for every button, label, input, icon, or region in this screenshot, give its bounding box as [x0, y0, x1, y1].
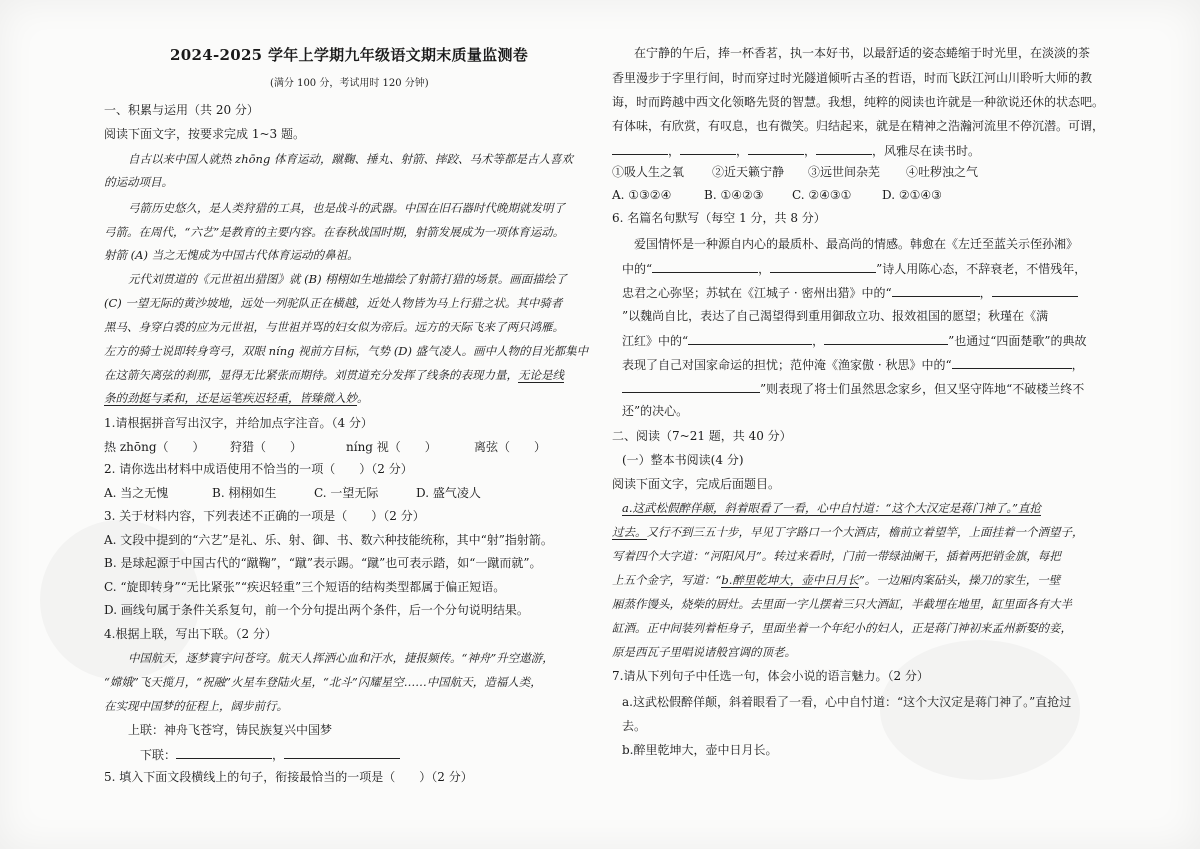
passage-text: ”诗人用陈心态，不辞衰老，不惜残年，	[876, 262, 1087, 276]
question-3: 3. 关于材料内容，下列表述不正确的一项是（ ）（2 分）	[104, 509, 425, 523]
question-2: 2. 请你选出材料中成语使用不恰当的一项（ ）（2 分）	[104, 462, 413, 476]
q1-item: 狩猎（ ）	[230, 440, 303, 454]
passage-line: 弓箭历史悠久，是人类狩猎的工具，也是战斗的武器。中国在旧石器时代晚期就发明了	[128, 201, 565, 215]
passage-text: 中的“	[622, 262, 653, 276]
question-5: 5. 填入下面文段横线上的句子，衔接最恰当的一项是（ ）（2 分）	[104, 770, 473, 784]
lower-couplet-label: 下联：	[140, 748, 177, 762]
passage-line: 黑马、身穿白裘的应为元世祖，与世祖并骂的妇女似为帝后。远方的天际飞来了两只鸿雁。	[104, 320, 564, 334]
passage-blanks-row: ， ， ， ，风雅尽在读书时。	[612, 143, 980, 158]
q3-option-c: C. “旋即转身”“无比紧张”“疾迟轻重”三个短语的结构类型都属于偏正短语。	[104, 580, 506, 594]
underlined-sentence: 条的劲挺与柔和，还是运笔疾迟轻重，皆臻微入妙	[104, 391, 357, 405]
passage-text: 表现了自己对国家命运的担忧；范仲淹《渔家傲 · 秋思》中的“	[622, 358, 952, 372]
passage-line: 弓箭。在周代，“六艺”是教育的主要内容。在春秋战国时期，射箭发展成为一项体育运动。	[104, 225, 565, 239]
excerpt-text: 又行不到三五十步，早见丁字路口一个大酒店，檐前立着望竿，上面挂着一个酒望子，	[646, 525, 1084, 539]
passage-line: 香里漫步于字里行间，时而穿过时光隧道倾听古圣的哲语，时而飞跃江河山川聆听大师的教	[612, 71, 1093, 85]
answer-blank[interactable]	[176, 747, 272, 759]
answer-blank[interactable]	[824, 333, 948, 345]
answer-blank[interactable]	[952, 357, 1072, 369]
question-6: 6. 名篇名句默写（每空 1 分，共 8 分）	[612, 211, 826, 225]
question-4: 4.根据上联，写出下联。（2 分）	[104, 627, 277, 641]
passage-line: (C) 一望无际的黄沙坡地，远处一列驼队正在横越，近处人物皆为马上行猎之状。其中骑者	[104, 296, 563, 310]
q5-item: ①吸人生之氧	[612, 165, 685, 179]
passage-text: ”以魏尚自比，表达了自己渴望得到重用御敌立功、报效祖国的愿望；秋瑾在《满	[622, 309, 1049, 323]
lower-couplet-row: 下联： ，	[140, 747, 400, 762]
answer-blank[interactable]	[622, 381, 760, 393]
q1-item: níng 视（ ）	[346, 440, 437, 454]
q5-option-b: B. ①④②③	[704, 188, 764, 202]
passage-line: 自古以来中国人就热 zhōng 体育运动，蹴鞠、捶丸、射箭、摔跤、马术等都是古人喜欢	[128, 152, 573, 166]
passage-line: 射箭 (A) 当之无愧成为中国古代体育运动的鼻祖。	[104, 248, 359, 262]
passage-line: 中国航天，逐梦寰宇问苍穹。航天人挥洒心血和汗水，捷报频传。“神舟”升空遨游，	[128, 651, 554, 665]
passage-line: 在实现中国梦的征程上，阔步前行。	[104, 699, 288, 713]
answer-blank[interactable]	[816, 143, 872, 155]
underlined-sentence-a: 过去。	[612, 525, 647, 539]
passage-line: 江红》中的“ ， ”也通过“四面楚歌”的典故	[622, 334, 1087, 348]
q7-sentence-a: a.这武松假醉佯颠，斜着眼看了一看，心中自忖道：“这个大汉定是蒋门神了。”直抢过	[622, 695, 1072, 709]
passage-line: 还”的决心。	[622, 404, 689, 418]
q3-option-a: A. 文段中提到的“六艺”是礼、乐、射、御、书、数六种技能统称，其中“射”指射箭。	[104, 533, 553, 547]
q2-option-b: B. 栩栩如生	[212, 486, 277, 500]
passage-text: ，风雅尽在读书时。	[872, 144, 981, 158]
passage-text: 在这箭矢离弦的刹那，显得无比紧张而期待。刘贯道充分发挥了线条的表现力量，	[104, 368, 518, 382]
excerpt-line	[612, 525, 1084, 539]
passage-text: ”也通过“四面楚歌”的典故	[948, 334, 1087, 348]
exam-title: 2024-2025 学年上学期九年级语文期末质量监测卷	[170, 46, 529, 64]
answer-blank[interactable]	[688, 333, 812, 345]
q1-item: 离弦（ ）	[474, 440, 547, 454]
excerpt-line: 厢蒸作馒头，烧柴的厨灶。去里面一字儿摆着三只大酒缸，半截埋在地里，缸里面各有大半	[612, 597, 1072, 611]
passage-line: 元代刘贯道的《元世祖出猎图》就 (B) 栩栩如生地描绘了射箭打猎的场景。画面描绘了	[128, 272, 567, 286]
q7-sentence-a: 去。	[622, 719, 647, 733]
excerpt-line: 缸酒。正中间装列着柜身子，里面坐着一个年纪小的妇人，正是蒋门神初来孟州新娶的妾，	[612, 621, 1072, 635]
q2-option-a: A. 当之无愧	[104, 486, 169, 500]
passage-line: 有体味，有欣赏，有叹息，也有微笑。归结起来，就是在精神之浩瀚河流里不停沉潜。可谓，	[612, 119, 1105, 133]
passage-line	[622, 381, 1084, 396]
answer-blank[interactable]	[284, 747, 400, 759]
underlined-sentence-a: a.这武松假醉佯颠，斜着眼看了一看，心中自忖道：“这个大汉定是蒋门神了。”直抢	[622, 501, 1042, 515]
passage-text: 江红》中的“	[622, 334, 689, 348]
q2-option-d: D. 盛气凌人	[416, 486, 481, 500]
underlined-sentence-b: b.醉里乾坤大，壶中日月长	[721, 573, 859, 587]
answer-blank[interactable]	[652, 261, 758, 273]
passage-line: 在宁静的午后，捧一杯香茗，执一本好书，以最舒适的姿态蜷缩于时光里，在淡淡的茶	[634, 46, 1091, 60]
answer-blank[interactable]	[680, 143, 736, 155]
instruction-1: 阅读下面文字，按要求完成 1~3 题。	[104, 127, 305, 141]
passage-text: 忠君之心弥坚；苏轼在《江城子 · 密州出猎》中的“	[622, 286, 892, 300]
answer-blank[interactable]	[892, 285, 980, 297]
section-2-heading: 二、阅读（7~21 题，共 40 分）	[612, 429, 792, 443]
passage-text: 。	[357, 391, 369, 405]
excerpt-line: 写着四个大字道：“河阳风月”。转过来看时，门前一带绿油阑干，插着两把销金旗，每把	[612, 549, 1061, 563]
subsection-heading: (一）整本书阅读(4 分)	[622, 453, 744, 467]
passage-line: 诲，时而跨越中西文化领略先贤的智慧。我想，纯粹的阅读也许就是一种欲说还休的状态吧。	[612, 95, 1105, 109]
q5-option-a: A. ①③②④	[612, 188, 672, 202]
q5-item: ③远世间杂芜	[808, 165, 881, 179]
answer-blank[interactable]	[748, 143, 804, 155]
instruction-2: 阅读下面文字，完成后面题目。	[612, 477, 781, 491]
underlined-sentence: 无论是线	[518, 368, 564, 382]
answer-blank[interactable]	[612, 143, 668, 155]
exam-subtitle: (满分 100 分，考试用时 120 分钟)	[270, 78, 429, 89]
excerpt-text: 上五个金字，写道：“	[612, 573, 722, 587]
excerpt-line	[612, 573, 1060, 587]
passage-line	[104, 368, 564, 382]
excerpt-text: ”。一边厢肉案砧头，操刀的家生，一壁	[858, 573, 1061, 587]
passage-line	[104, 391, 369, 405]
q7-sentence-b: b.醉里乾坤大，壶中日月长。	[622, 743, 778, 757]
q5-item: ②近天籁宁静	[712, 165, 785, 179]
question-1: 1.请根据拼音写出汉字，并给加点字注音。（4 分）	[104, 416, 373, 430]
passage-line: 的运动项目。	[104, 175, 173, 189]
passage-line: 表现了自己对国家命运的担忧；范仲淹《渔家傲 · 秋思》中的“ ，	[622, 358, 1084, 372]
passage-text: ”则表现了将士们虽然思念家乡，但又坚守阵地“不破楼兰终不	[760, 382, 1085, 396]
passage-line: “嫦娥”飞天揽月，“祝融”火星车登陆火星，“北斗”闪耀星空……中国航天，造福人类，	[104, 675, 542, 689]
answer-blank[interactable]	[992, 285, 1078, 297]
passage-line: 左方的骑士说即转身弯弓，双眼 níng 视前方目标，气势 (D) 盛气凌人。画中人物的目光都集中	[104, 344, 589, 358]
q2-option-c: C. 一望无际	[314, 486, 379, 500]
q5-item: ④吐秽浊之气	[906, 165, 979, 179]
q3-option-d: D. 画线句属于条件关系复句，前一个分句提出两个条件，后一个分句说明结果。	[104, 603, 529, 617]
upper-couplet: 上联：神舟飞苍穹，铸民族复兴中国梦	[128, 723, 333, 737]
q5-option-d: D. ②①④③	[882, 188, 942, 202]
excerpt-line: 原是西瓦子里唱说诸般宫调的顶老。	[612, 645, 796, 659]
excerpt-line	[622, 501, 1041, 515]
passage-line: 中的“ ， ”诗人用陈心态，不辞衰老，不惜残年，	[622, 262, 1087, 276]
section-1-heading: 一、积累与运用（共 20 分）	[104, 103, 259, 117]
passage-line	[622, 309, 1048, 323]
passage-line: 忠君之心弥坚；苏轼在《江城子 · 密州出猎》中的“ ，	[622, 285, 1078, 300]
q1-item: 热 zhōng（ ）	[104, 440, 205, 454]
question-7: 7.请从下列句子中任选一句，体会小说的语言魅力。（2 分）	[612, 669, 929, 683]
q3-option-b: B. 是球起源于中国古代的“蹴鞠”，“蹴”表示踢。“蹴”也可表示踏，如“一蹴而就”。	[104, 556, 542, 570]
passage-line: 爱国情怀是一种源自内心的最质朴、最高尚的情感。韩愈在《左迁至蓝关示侄孙湘》	[634, 237, 1079, 251]
q5-option-c: C. ②④③①	[792, 188, 852, 202]
answer-blank[interactable]	[770, 261, 876, 273]
